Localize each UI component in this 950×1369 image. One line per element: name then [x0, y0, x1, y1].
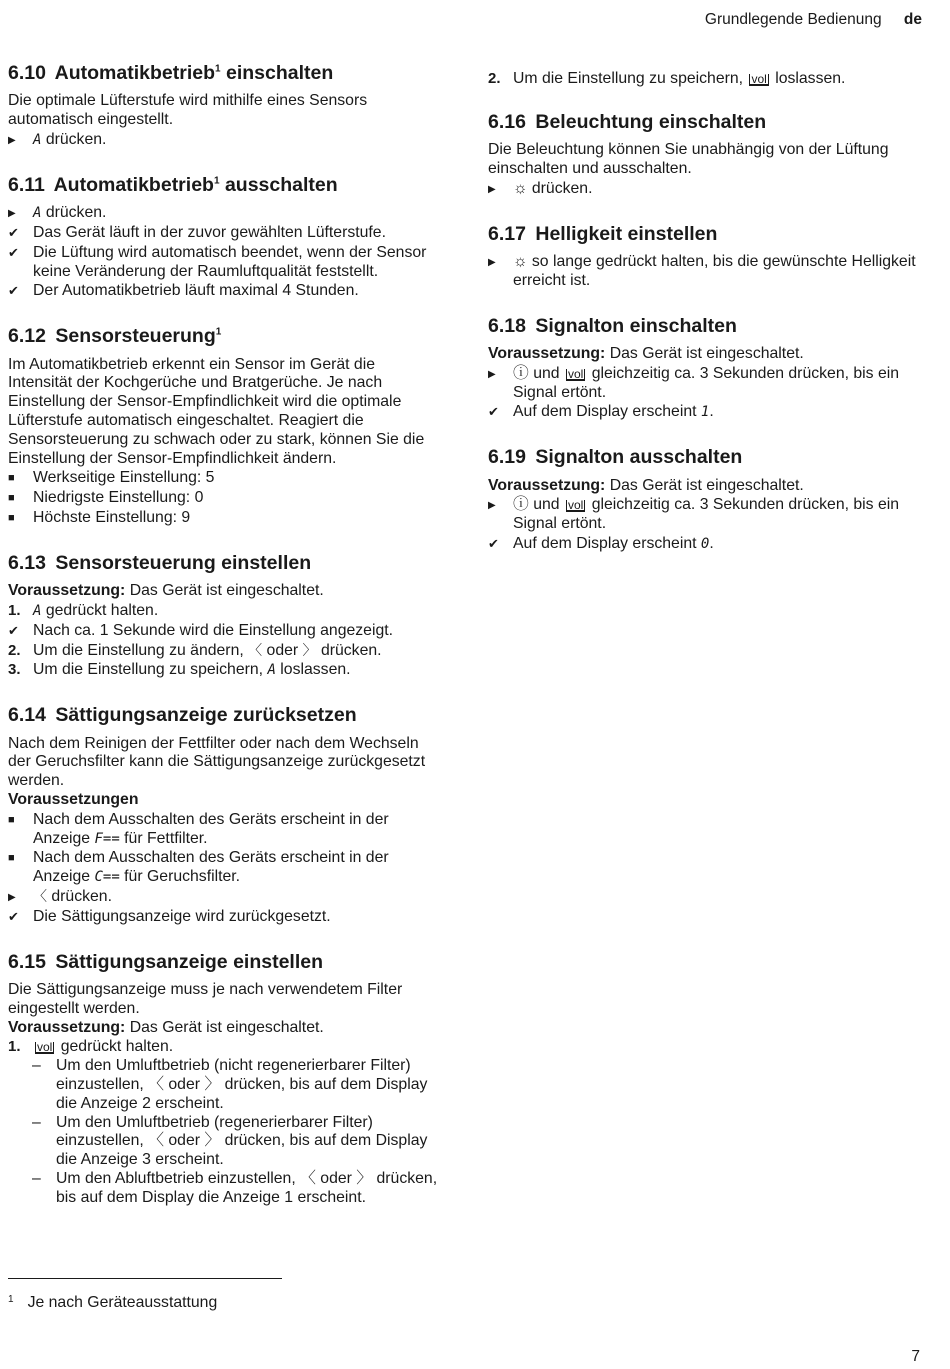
auto-mode-icon: A — [33, 603, 42, 620]
square-bullet-icon: ■ — [8, 492, 15, 505]
left-column — [8, 62, 440, 1232]
section-6-15 — [8, 951, 440, 1208]
requirement: Voraussetzung: Das Gerät ist eingeschaltet. — [8, 582, 324, 600]
action-arrow-icon: ▶ — [488, 368, 496, 380]
volume-key-icon: vol — [567, 366, 584, 381]
header-language: de — [903, 11, 922, 28]
sub-step: – Um den Umluftbetrieb (nicht regenerierbarer Filter) einzustellen, 〈 oder 〉 drücken, bis auf dem Display die Anzeige 2 erscheint. — [32, 1057, 428, 1112]
volume-key-icon: vol — [567, 498, 584, 513]
sub-step: – Um den Abluftbetrieb einzustellen, 〈 oder 〉 drücken, bis auf dem Display die Anzeige 1 erscheint. — [32, 1170, 438, 1206]
header-section-title: Grundlegende Bedienung — [704, 11, 882, 28]
section-6-10 — [8, 62, 440, 150]
section-6-17 — [488, 223, 923, 291]
volume-key-icon: vol — [751, 72, 767, 86]
bullet-item: ■ Niedrigste Einstellung: 0 — [8, 489, 204, 507]
result-item: ✔ Das Gerät läuft in der zuvor gewählten Lüfterstufe. — [8, 224, 386, 242]
light-icon: ☼ — [513, 179, 528, 197]
bullet-item: ■ Höchste Einstellung: 9 — [8, 509, 191, 527]
action-step: ▶ ☼ drücken. — [488, 180, 923, 199]
footnote-divider — [8, 1278, 282, 1279]
footnote: $^1$ Je nach Geräteausstattung — [8, 1294, 218, 1311]
odour-filter-display-icon: C== — [94, 869, 120, 886]
result-item: ✔ Auf dem Display erscheint 0. — [488, 535, 714, 553]
chevron-right-icon: 〉 — [302, 642, 317, 659]
section-text: Die Beleuchtung können Sie unabhängig von der Lüftung einschalten und ausschalten. — [488, 141, 889, 178]
action-step: ▶ ⓘ und vol gleichzeitig ca. 3 Sekunden drücken, bis ein Signal ertönt. — [488, 496, 900, 533]
display-digit-icon: 1 — [700, 404, 710, 421]
section-text: Im Automatikbetrieb erkennt ein Sensor im Gerät die Intensität der Kochgerüche und Bratgerüche. Je nach Einstellung der Sensor-Empfindlichkeit wird die optimale Lüfterstufe automatisch eingeschaltet. Reagiert die Sensorsteuerung zu schwach oder zu stark, können Sie die Einstellung der Sensor-Empfindlichkeit ändern. — [8, 355, 425, 467]
action-arrow-icon: ▶ — [488, 500, 496, 512]
numbered-step: 2. Um die Einstellung zu ändern, 〈 oder 〉 drücken. — [8, 641, 382, 659]
square-bullet-icon: ■ — [8, 852, 15, 865]
section-6-13 — [8, 552, 440, 680]
bullet-item: ■ Werkseitige Einstellung: 5 — [8, 469, 215, 487]
section-6-16 — [488, 111, 923, 199]
right-column — [488, 69, 923, 578]
page-header — [705, 11, 922, 29]
checkmark-icon: ✔ — [8, 244, 19, 260]
section-heading: 6.10 Automatikbetrieb$^1$ einschalten — [8, 62, 334, 84]
checkmark-icon: ✔ — [8, 283, 19, 299]
volume-key-icon: vol — [37, 1040, 53, 1055]
checkmark-icon: ✔ — [488, 536, 499, 552]
numbered-step: 3. Um die Einstellung zu speichern, A loslassen. — [8, 661, 351, 679]
section-6-14 — [8, 704, 440, 926]
section-text: Nach dem Reinigen der Fettfilter oder nach dem Wechseln der Geruchsfilter kann die Sättigungsanzeige zurückgesetzt werden. — [8, 734, 426, 790]
auto-mode-icon: A — [267, 662, 276, 679]
light-icon: ☼ — [513, 253, 528, 271]
checkmark-icon: ✔ — [8, 908, 19, 924]
action-arrow-icon: ▶ — [488, 183, 496, 195]
section-text: Die optimale Lüfterstufe wird mithilfe eines Sensors automatisch eingestellt. — [8, 92, 368, 129]
auto-mode-icon: A — [33, 205, 42, 222]
action-arrow-icon: ▶ — [8, 892, 16, 904]
action-arrow-icon: ▶ — [8, 208, 16, 220]
action-arrow-icon: ▶ — [488, 257, 496, 269]
square-bullet-icon: ■ — [8, 813, 15, 826]
square-bullet-icon: ■ — [8, 512, 15, 525]
numbered-step: 2. Um die Einstellung zu speichern, vol loslassen. — [488, 70, 846, 87]
section-6-18 — [488, 315, 923, 423]
bullet-item: ■ Nach dem Ausschalten des Geräts erscheint in der Anzeige F== für Fettfilter. — [8, 810, 389, 847]
section-heading: 6.16 Beleuchtung einschalten — [488, 110, 767, 133]
action-step: ▶ A drücken. — [8, 131, 440, 150]
section-text: Die Sättigungsanzeige muss je nach verwendetem Filter eingestellt werden. — [8, 981, 403, 1017]
result-item: ✔ Die Lüftung wird automatisch beendet, wenn der Sensor keine Veränderung der Raumluftqualität feststellt. — [8, 243, 427, 280]
requirements-heading: Voraussetzungen — [8, 791, 139, 809]
requirement: Voraussetzung: Das Gerät ist eingeschaltet. — [488, 476, 804, 494]
section-heading: 6.15 Sättigungsanzeige einstellen — [8, 950, 324, 973]
power-icon: ⓘ — [513, 364, 529, 382]
section-heading: 6.18 Signalton einschalten — [488, 314, 737, 337]
action-step: ▶ 〈 drücken. — [8, 888, 440, 907]
section-heading: 6.11 Automatikbetrieb$^1$ ausschalten — [8, 173, 338, 196]
action-step: ▶ ⓘ und vol gleichzeitig ca. 3 Sekunden drücken, bis ein Signal ertönt. — [488, 364, 900, 401]
requirement: Voraussetzung: Das Gerät ist eingeschaltet. — [8, 1018, 324, 1036]
result-item: ✔ Der Automatikbetrieb läuft maximal 4 Stunden. — [8, 282, 359, 300]
action-step: ▶ A drücken. — [8, 204, 440, 223]
section-heading: 6.12 Sensorsteuerung$^1$ — [8, 325, 222, 348]
section-6-11 — [8, 174, 440, 301]
checkmark-icon: ✔ — [8, 622, 19, 638]
section-6-15-continued — [488, 70, 923, 89]
power-icon: ⓘ — [513, 496, 529, 514]
checkmark-icon: ✔ — [488, 404, 499, 420]
section-heading: 6.19 Signalton ausschalten — [488, 446, 743, 469]
requirement: Voraussetzung: Das Gerät ist eingeschaltet. — [488, 345, 804, 363]
section-heading: 6.14 Sättigungsanzeige zurücksetzen — [8, 704, 357, 727]
bullet-item: ■ Nach dem Ausschalten des Geräts erscheint in der Anzeige C== für Geruchsfilter. — [8, 849, 389, 886]
chevron-left-icon: 〈 — [33, 889, 47, 906]
section-heading: 6.17 Helligkeit einstellen — [488, 222, 718, 245]
result-item: ✔ Auf dem Display erscheint 1. — [488, 403, 714, 421]
square-bullet-icon: ■ — [8, 472, 15, 485]
section-6-19 — [488, 446, 923, 554]
auto-mode-icon: A — [33, 132, 42, 149]
action-step: ▶ ☼ so lange gedrückt halten, bis die gewünschte Helligkeit erreicht ist. — [488, 253, 916, 289]
grease-filter-display-icon: F== — [94, 830, 120, 847]
page-number: 7 — [911, 1348, 920, 1365]
checkmark-icon: ✔ — [8, 225, 19, 241]
sub-step: – Um den Umluftbetrieb (regenerierbarer Filter) einzustellen, 〈 oder 〉 drücken, bis auf dem Display die Anzeige 3 erscheint. — [32, 1113, 428, 1169]
result-item: ✔ Die Sättigungsanzeige wird zurückgesetzt. — [8, 907, 331, 925]
display-digit-icon: 0 — [700, 536, 710, 553]
result-item: ✔ Nach ca. 1 Sekunde wird die Einstellung angezeigt. — [8, 621, 394, 639]
numbered-step: 1. vol gedrückt halten. — [8, 1038, 174, 1056]
chevron-left-icon: 〈 — [248, 642, 263, 659]
section-6-12 — [8, 325, 440, 528]
numbered-step: 1. A gedrückt halten. — [8, 602, 159, 620]
action-arrow-icon: ▶ — [8, 135, 16, 147]
section-heading: 6.13 Sensorsteuerung einstellen — [8, 551, 312, 574]
